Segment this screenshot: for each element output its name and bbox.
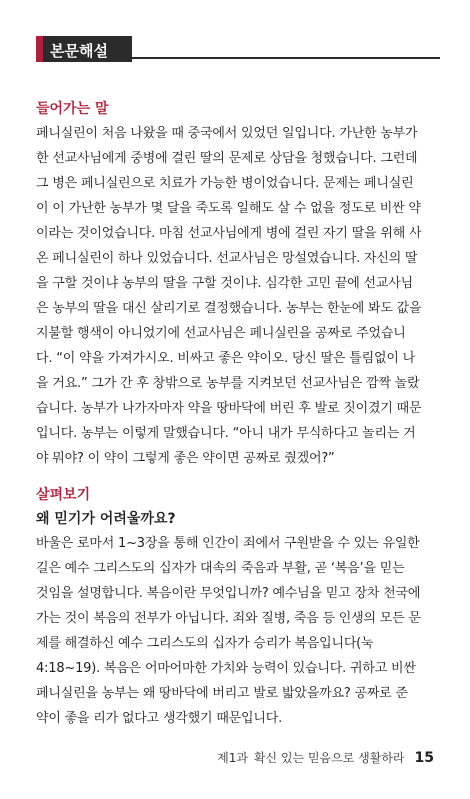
intro-line: 은 농부의 딸을 대신 살리기로 결정했습니다. 농부는 한눈에 봐도 값을 <box>36 301 422 316</box>
intro-line: 한 선교사님에게 중병에 걸린 딸의 문제로 상담을 청했습니다. 그런데 <box>36 151 418 166</box>
footer-chapter-title: 확신 있는 믿음으로 생활하라 <box>253 751 405 765</box>
intro-line: 습니다. 농부가 나가자마자 약을 땅바닥에 버린 후 발로 짓이겼기 때문 <box>36 401 422 416</box>
review-line: 바울은 로마서 1~3장을 통해 인간이 죄에서 구원받을 수 있는 유일한 <box>36 536 420 551</box>
review-line: 약이 좋을 리가 없다고 생각했기 때문입니다. <box>36 711 283 726</box>
intro-line: 야 뭐야? 이 약이 그렇게 좋은 약이면 공짜로 줬겠어?” <box>36 451 335 466</box>
intro-line: 을 구할 것이냐 농부의 딸을 구할 것이냐. 심각한 고민 끝에 선교사님 <box>36 276 413 291</box>
intro-line: 이라는 것이었습니다. 마침 선교사님에게 병에 걸린 자기 딸을 위해 사 <box>36 226 422 241</box>
footer-chapter: 제1과 <box>217 751 248 765</box>
intro-line: 다. “이 약을 가져가시오. 비싸고 좋은 약이오. 당신 딸은 틀림없이 나 <box>36 351 415 366</box>
review-line: 것임을 설명합니다. 복음이란 무엇입니까? 예수님을 믿고 장차 천국에 <box>36 586 421 601</box>
intro-line: 지불할 행색이 아니었기에 선교사님은 페니실린을 공짜로 주었습니 <box>36 326 406 341</box>
intro-heading: 들어가는 말 <box>36 101 109 117</box>
review-line: 제를 해결하신 예수 그리스도의 십자가 승리가 복음입니다(눅 <box>36 636 374 651</box>
review-line: 4:18~19). 복음은 어마어마한 가치와 능력이 있습니다. 귀하고 비싼 <box>36 661 416 676</box>
review-line: 페니실린을 농부는 왜 땅바닥에 버리고 발로 밟았을까요? 공짜로 준 <box>36 686 408 701</box>
intro-line: 온 페니실린이 하나 있었습니다. 선교사님은 망설였습니다. 자신의 딸 <box>36 251 418 266</box>
review-subheading: 왜 믿기가 어려울까요? <box>36 511 176 527</box>
section-header <box>36 36 440 62</box>
review-heading: 살펴보기 <box>36 487 91 503</box>
header-title: 본문해설 <box>50 42 108 60</box>
header-accent <box>36 36 43 62</box>
review-line: 길은 예수 그리스도의 십자가 대속의 죽음과 부활, 곧 ‘복음’을 믿는 <box>36 561 405 576</box>
intro-line: 이 이 가난한 농부가 몇 달을 죽도록 일해도 살 수 없을 정도로 비싼 약 <box>36 201 421 216</box>
intro-line: 그 병은 페니실린으로 치료가 가능한 병이었습니다. 문제는 페니실린 <box>36 176 414 191</box>
intro-line: 을 거요.” 그가 간 후 창밖으로 농부를 지켜보던 선교사님은 깜짝 놀랐 <box>36 376 420 391</box>
intro-line: 페니실린이 처음 나왔을 때 중국에서 있었던 일입니다. 가난한 농부가 <box>36 126 418 141</box>
review-line: 가는 것이 복음의 전부가 아닙니다. 죄와 질병, 죽음 등 인생의 모든 문 <box>36 611 421 626</box>
page-number: 15 <box>414 750 434 766</box>
header-rule <box>132 57 440 59</box>
intro-line: 입니다. 농부는 이렇게 말했습니다. “아니 내가 무식하다고 놀리는 거 <box>36 426 416 441</box>
page-footer <box>217 749 434 769</box>
